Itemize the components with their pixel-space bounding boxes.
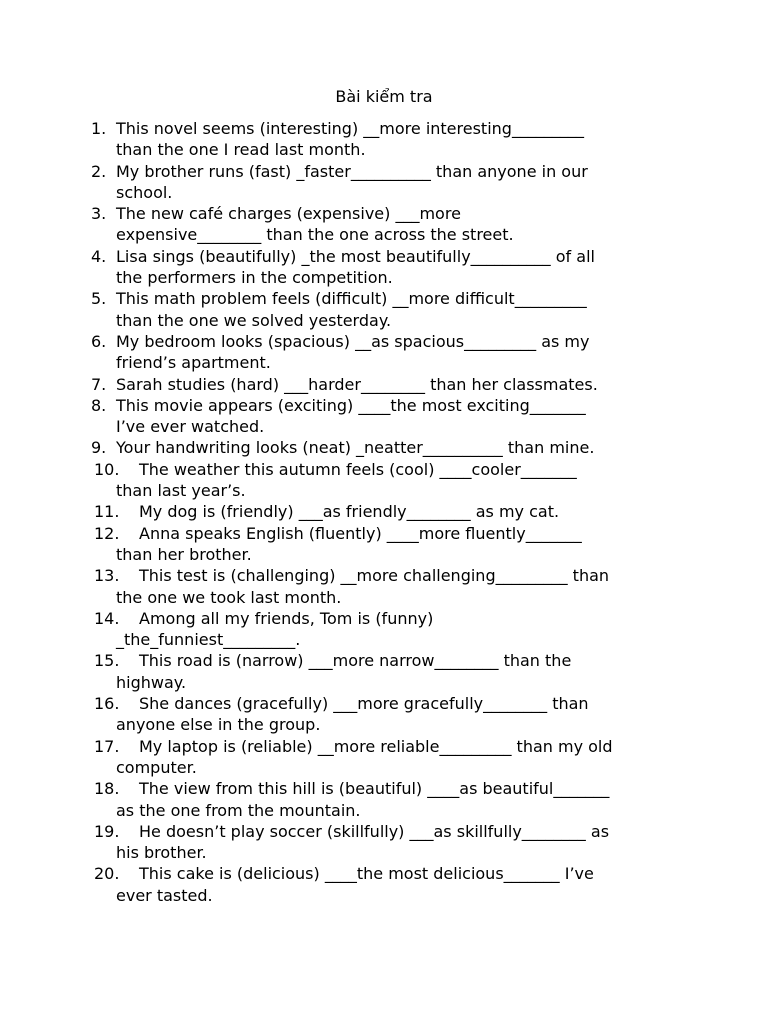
exercise-number: 18.: [94, 779, 120, 799]
exercise-text-continuation: than the one I read last month.: [116, 140, 366, 160]
exercise-text-continuation: friend’s apartment.: [116, 353, 271, 373]
exercise-number: 6.: [91, 331, 107, 351]
exercise-text-first-line: This cake is (delicious) ____the most delicious_______ I’ve: [139, 864, 594, 884]
exercise-text-first-line: The weather this autumn feels (cool) ____cooler_______: [139, 459, 577, 479]
exercise-number: 12.: [94, 523, 120, 543]
exercise-text-first-line: My bedroom looks (spacious) __as spacious_________ as my: [116, 331, 590, 351]
exercise-text-first-line: She dances (gracefully) ___more gracefully________ than: [139, 694, 589, 714]
exercise-number: 15.: [94, 651, 120, 671]
exercise-text-first-line: Among all my friends, Tom is (funny): [139, 608, 434, 628]
exercise-text-first-line: He doesn’t play soccer (skillfully) ___as skillfully________ as: [139, 821, 610, 841]
exercise-item: [0, 437, 680, 458]
exercise-number: 1.: [91, 119, 107, 138]
exercise-number: 14.: [94, 608, 120, 628]
exercise-text-continuation: computer.: [116, 757, 197, 777]
exercise-number: 9.: [91, 438, 107, 458]
exercise-item: [0, 161, 680, 204]
exercise-text-continuation: anyone else in the group.: [116, 715, 321, 735]
exercise-item: [0, 374, 680, 395]
exercise-text-continuation: than her brother.: [116, 544, 252, 564]
exercise-item: [0, 246, 680, 289]
exercise-text-first-line: My brother runs (fast) _faster__________ than anyone in our: [116, 161, 588, 181]
exercise-number: 13.: [94, 566, 120, 586]
exercise-text-first-line: This road is (narrow) ___more narrow________ than the: [139, 651, 572, 671]
exercise-text-first-line: My laptop is (reliable) __more reliable_________ than my old: [139, 736, 613, 756]
exercise-item: [0, 501, 680, 522]
exercise-text-first-line: This math problem feels (difficult) __more difficult_________: [116, 289, 587, 309]
exercise-item: [0, 736, 680, 779]
exercise-text-first-line: This movie appears (exciting) ____the most exciting_______: [116, 395, 586, 415]
exercise-text-first-line: My dog is (friendly) ___as friendly________ as my cat.: [139, 502, 560, 522]
exercise-item: [0, 203, 680, 246]
exercise-number: 16.: [94, 694, 120, 714]
exercise-text-continuation: ever tasted.: [116, 885, 213, 905]
exercise-number: 20.: [94, 864, 120, 884]
exercise-text-first-line: This test is (challenging) __more challenging_________ than: [139, 566, 610, 586]
exercise-text-first-line: Anna speaks English (fluently) ____more fluently_______: [139, 523, 582, 543]
exercise-text-first-line: The new café charges (expensive) ___more: [116, 204, 461, 224]
exercise-text-continuation: the performers in the competition.: [116, 268, 393, 288]
exercise-number: 17.: [94, 736, 120, 756]
exercise-text-continuation: expensive________ than the one across the street.: [116, 225, 514, 245]
exercise-number: 8.: [91, 395, 107, 415]
exercise-text-first-line: Lisa sings (beautifully) _the most beautifully__________ of all: [116, 246, 595, 266]
exercise-number: 4.: [91, 246, 107, 266]
exercise-item: [0, 821, 680, 864]
exercise-item: [0, 288, 680, 331]
exercise-item: [0, 778, 680, 821]
exercise-item: [0, 693, 680, 736]
exercise-item: [0, 650, 680, 693]
page-title: Bài kiểm tra: [335, 87, 433, 106]
exercise-text-continuation: the one we took last month.: [116, 587, 342, 607]
exercise-text-first-line: This novel seems (interesting) __more interesting_________: [116, 119, 584, 138]
exercise-number: 3.: [91, 204, 107, 224]
exercise-item: [0, 331, 680, 374]
exercise-item: [0, 459, 680, 502]
exercise-text-first-line: Sarah studies (hard) ___harder________ than her classmates.: [116, 374, 598, 394]
exercise-item: [0, 565, 680, 608]
exercise-text-continuation: highway.: [116, 672, 187, 692]
exercise-text-continuation: than the one we solved yesterday.: [116, 310, 392, 330]
exercise-text-first-line: Your handwriting looks (neat) _neatter__________ than mine.: [116, 438, 595, 458]
exercise-number: 2.: [91, 161, 107, 181]
exercise-item: [0, 523, 680, 566]
exercise-text-continuation: school.: [116, 182, 173, 202]
exercise-item: [0, 608, 680, 651]
exercise-list: [0, 118, 768, 906]
exercise-text-continuation: as the one from the mountain.: [116, 800, 361, 820]
exercise-number: 19.: [94, 821, 120, 841]
exercise-item: [0, 863, 680, 906]
exercise-number: 11.: [94, 502, 120, 522]
exercise-text-continuation: his brother.: [116, 843, 207, 863]
exercise-text-continuation: _the_funniest_________.: [116, 630, 301, 650]
exercise-number: 10.: [94, 459, 120, 479]
exercise-text-continuation: I’ve ever watched.: [116, 417, 265, 437]
exercise-number: 7.: [91, 374, 107, 394]
exercise-item: [0, 395, 680, 438]
exercise-item: [0, 118, 680, 161]
exercise-text-first-line: The view from this hill is (beautiful) ____as beautiful_______: [139, 779, 610, 799]
exercise-number: 5.: [91, 289, 107, 309]
exercise-text-continuation: than last year’s.: [116, 481, 246, 501]
